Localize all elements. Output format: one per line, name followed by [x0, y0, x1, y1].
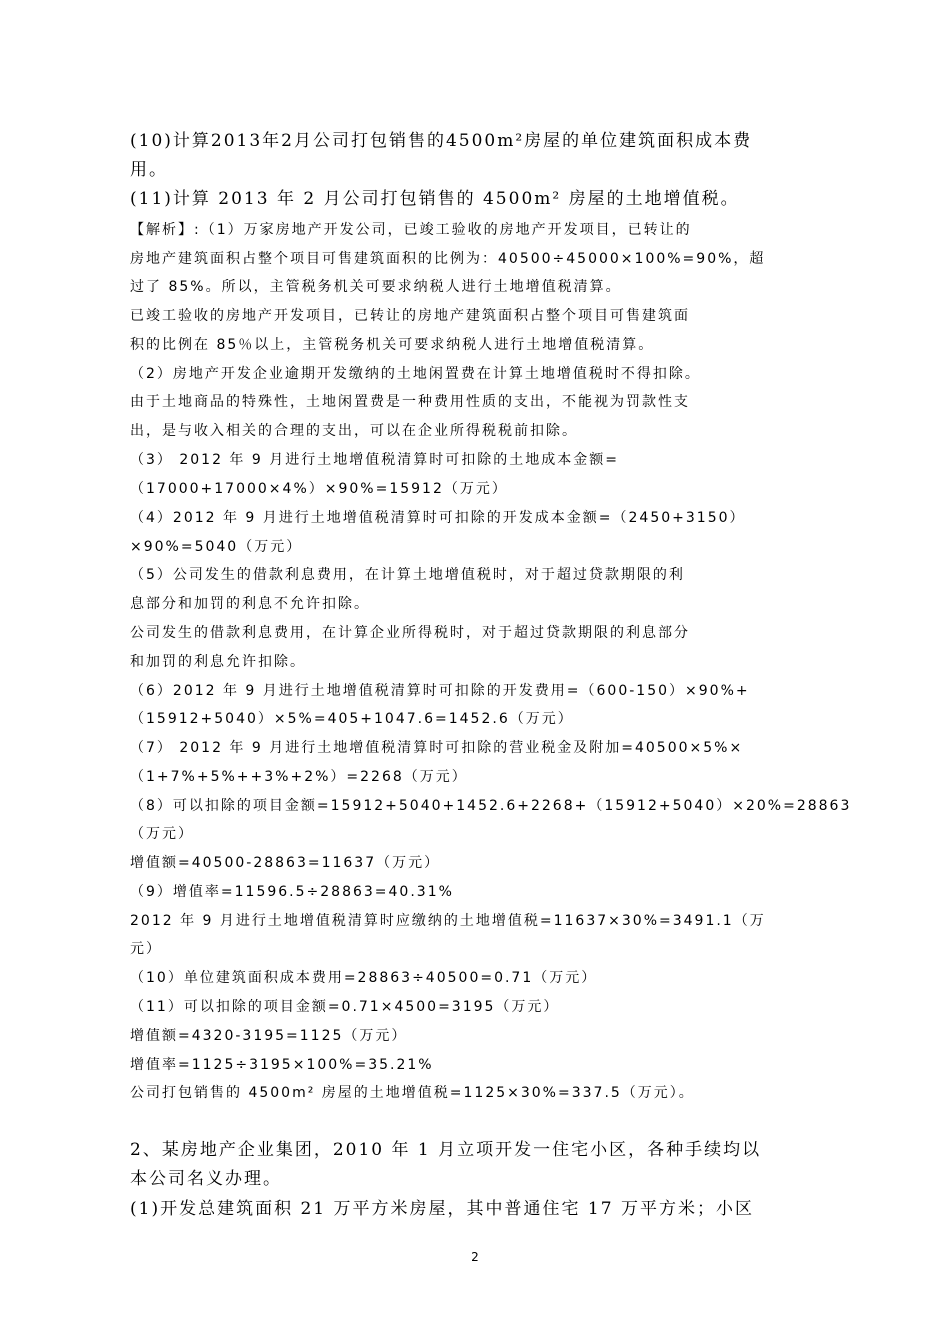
question-10-line-1: (10)计算2013年2月公司打包销售的4500m²房屋的单位建筑面积成本费: [130, 131, 753, 151]
solution-line: （8）可以扣除的项目金额=15912+5040+1452.6+2268+（15912+5040）×20%=28863: [130, 798, 852, 814]
solution-line: 息部分和加罚的利息不允许扣除。: [130, 596, 370, 612]
solution-line: 过了 85%。所以，主管税务机关可要求纳税人进行土地增值税清算。: [130, 279, 622, 295]
solution-line: （15912+5040）×5%=405+1047.6=1452.6（万元）: [130, 711, 574, 727]
solution-line: （11）可以扣除的项目金额=0.71×4500=3195（万元）: [130, 999, 560, 1015]
question-2-line-1: 2、某房地产企业集团，2010 年 1 月立项开发一住宅小区，各种手续均以: [130, 1140, 762, 1160]
solution-line: 2012 年 9 月进行土地增值税清算时应缴纳的土地增值税=11637×30%=3491.1（万: [130, 913, 766, 929]
solution-line: 积的比例在 85％以上，主管税务机关可要求纳税人进行土地增值税清算。: [130, 337, 655, 353]
solution-line: （6）2012 年 9 月进行土地增值税清算时可扣除的开发费用=（600-150）×90%+: [130, 683, 750, 699]
question-11-line: (11)计算 2013 年 2 月公司打包销售的 4500m² 房屋的土地增值税。: [130, 189, 740, 209]
solution-line: （万元）: [130, 826, 194, 842]
solution-line: （5）公司发生的借款利息费用，在计算土地增值税时，对于超过贷款期限的利: [130, 567, 685, 583]
solution-line: 和加罚的利息允许扣除。: [130, 654, 306, 670]
solution-line: 已竣工验收的房地产开发项目，已转让的房地产建筑面积占整个项目可售建筑面: [130, 308, 690, 324]
question-2-line-3: (1)开发总建筑面积 21 万平方米房屋，其中普通住宅 17 万平方米；小区: [130, 1199, 754, 1219]
solution-line: 公司发生的借款利息费用，在计算企业所得税时，对于超过贷款期限的利息部分: [130, 625, 690, 641]
solution-line: 公司打包销售的 4500m² 房屋的土地增值税=1125×30%=337.5（万元）。: [130, 1085, 695, 1101]
solution-line: （4）2012 年 9 月进行土地增值税清算时可扣除的开发成本金额=（2450+3150）: [130, 510, 746, 526]
solution-line: ×90%=5040（万元）: [130, 539, 303, 555]
solution-line: 【解析】:（1）万家房地产开发公司，已竣工验收的房地产开发项目，已转让的: [130, 222, 692, 238]
solution-line: （3） 2012 年 9 月进行土地增值税清算时可扣除的土地成本金额=: [130, 452, 619, 468]
solution-line: 出，是与收入相关的合理的支出，可以在企业所得税税前扣除。: [130, 423, 578, 439]
solution-line: （2）房地产开发企业逾期开发缴纳的土地闲置费在计算土地增值税时不得扣除。: [130, 366, 701, 382]
solution-line: （7） 2012 年 9 月进行土地增值税清算时可扣除的营业税金及附加=40500×5%×: [130, 740, 744, 756]
solution-line: （10）单位建筑面积成本费用=28863÷40500=0.71（万元）: [130, 970, 598, 986]
solution-line: （9）增值率=11596.5÷28863=40.31%: [130, 884, 454, 900]
solution-line: 增值率=1125÷3195×100%=35.21%: [130, 1057, 434, 1073]
solution-line: （17000+17000×4%）×90%=15912（万元）: [130, 481, 508, 497]
solution-line: 由于土地商品的特殊性，土地闲置费是一种费用性质的支出，不能视为罚款性支: [130, 394, 690, 410]
solution-line: 增值额=4320-3195=1125（万元）: [130, 1028, 408, 1044]
solution-line: 房地产建筑面积占整个项目可售建筑面积的比例为：40500÷45000×100%=90%，超: [130, 251, 766, 267]
question-10-line-2: 用。: [130, 160, 168, 180]
question-2-line-2: 本公司名义办理。: [130, 1169, 282, 1189]
solution-line: （1+7%+5%++3%+2%）=2268（万元）: [130, 769, 468, 785]
solution-line: 增值额=40500-28863=11637（万元）: [130, 855, 441, 871]
solution-line: 元）: [130, 941, 162, 957]
page-number: 2: [471, 1250, 479, 1264]
